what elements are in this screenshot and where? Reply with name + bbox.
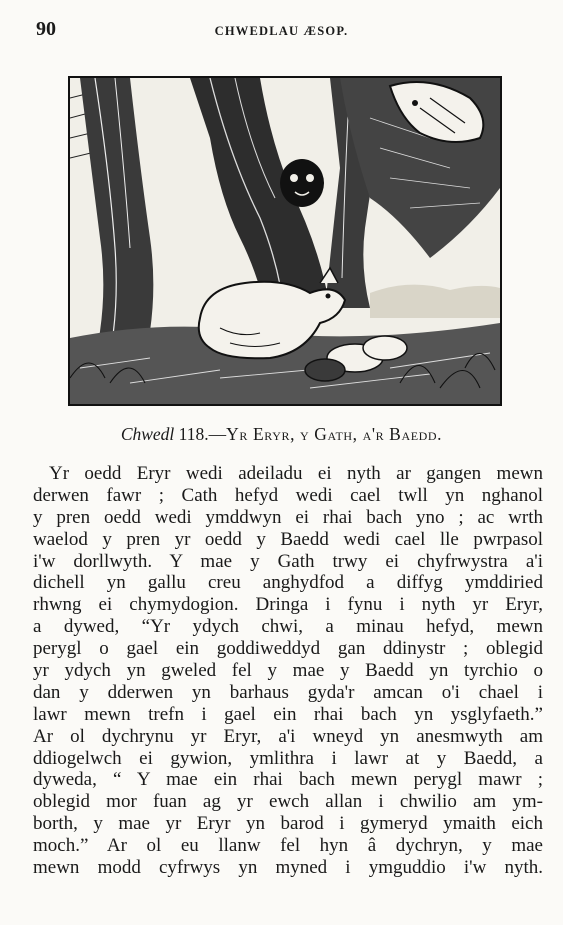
caption-title: Yr Eryr, y Gath, a'r Baedd. [226, 424, 443, 444]
text-line: ddiogelwch ei gywion, ymlithra i lawr at y Baedd, a [33, 747, 543, 769]
page-number: 90 [36, 18, 56, 40]
caption-label: Chwedl [120, 424, 175, 444]
caption-number: 118.— [178, 424, 227, 444]
text-line: y pren oedd wedi ymddwyn ei rhai bach yno ; ac wrth [33, 506, 543, 528]
text-line: dichell yn gallu creu anghydfod a diffyg ymddiried [33, 572, 543, 594]
text-line: yr ydych yn gweled fel y mae y Baedd yn tyrchio o [33, 660, 543, 682]
woodcut-eagle-cat-sow-icon [70, 78, 500, 404]
woodcut-illustration [68, 76, 502, 406]
fable-text [33, 463, 543, 879]
text-line: derwen fawr ; Cath hefyd wedi cael twll yn nghanol [33, 484, 543, 506]
text-line: oblegid mor fuan ag yr ewch allan i chwilio am ym- [33, 791, 543, 813]
text-line: dyweda, “ Y mae ein rhai bach mewn perygl mawr ; [33, 769, 543, 791]
page-header [0, 18, 563, 44]
text-line: Ar ol dychrynu yr Eryr, a'i wneyd yn anesmwyth am [33, 725, 543, 747]
text-line: borth, y mae yr Eryr yn barod i gymeryd ymaith eich [33, 813, 543, 835]
text-line: waelod y pren yr oedd y Baedd wedi cael lle pwrpasol [33, 528, 543, 550]
figure-caption [0, 424, 563, 445]
running-head: CHWEDLAU ÆSOP. [214, 24, 349, 38]
text-line: rhwng ei chymydogion. Dringa i fynu i nyth yr Eryr, [33, 594, 543, 616]
text-line: i'w dorllwyth. Y mae y Gath trwy ei chyfrwystra a'i [33, 550, 543, 572]
text-line: dan y dderwen yn barhaus gyda'r amcan o'i chael i [33, 681, 543, 703]
text-line: Yr oedd Eryr wedi adeiladu ei nyth ar gangen mewn [49, 463, 543, 484]
text-line: a dywed, “Yr ydych chwi, a minau hefyd, mewn [33, 616, 543, 638]
text-line: lawr mewn trefn i gael ein rhai bach yn ysglyfaeth.” [33, 703, 543, 725]
text-line: moch.” Ar ol eu llanw fel hyn â dychryn, y mae [33, 835, 543, 857]
text-line: mewn modd cyfrwys yn myned i ymguddio i'w nyth. [33, 857, 543, 879]
text-line: perygl o gael ein goddiweddyd gan ddinystr ; oblegid [33, 638, 543, 660]
